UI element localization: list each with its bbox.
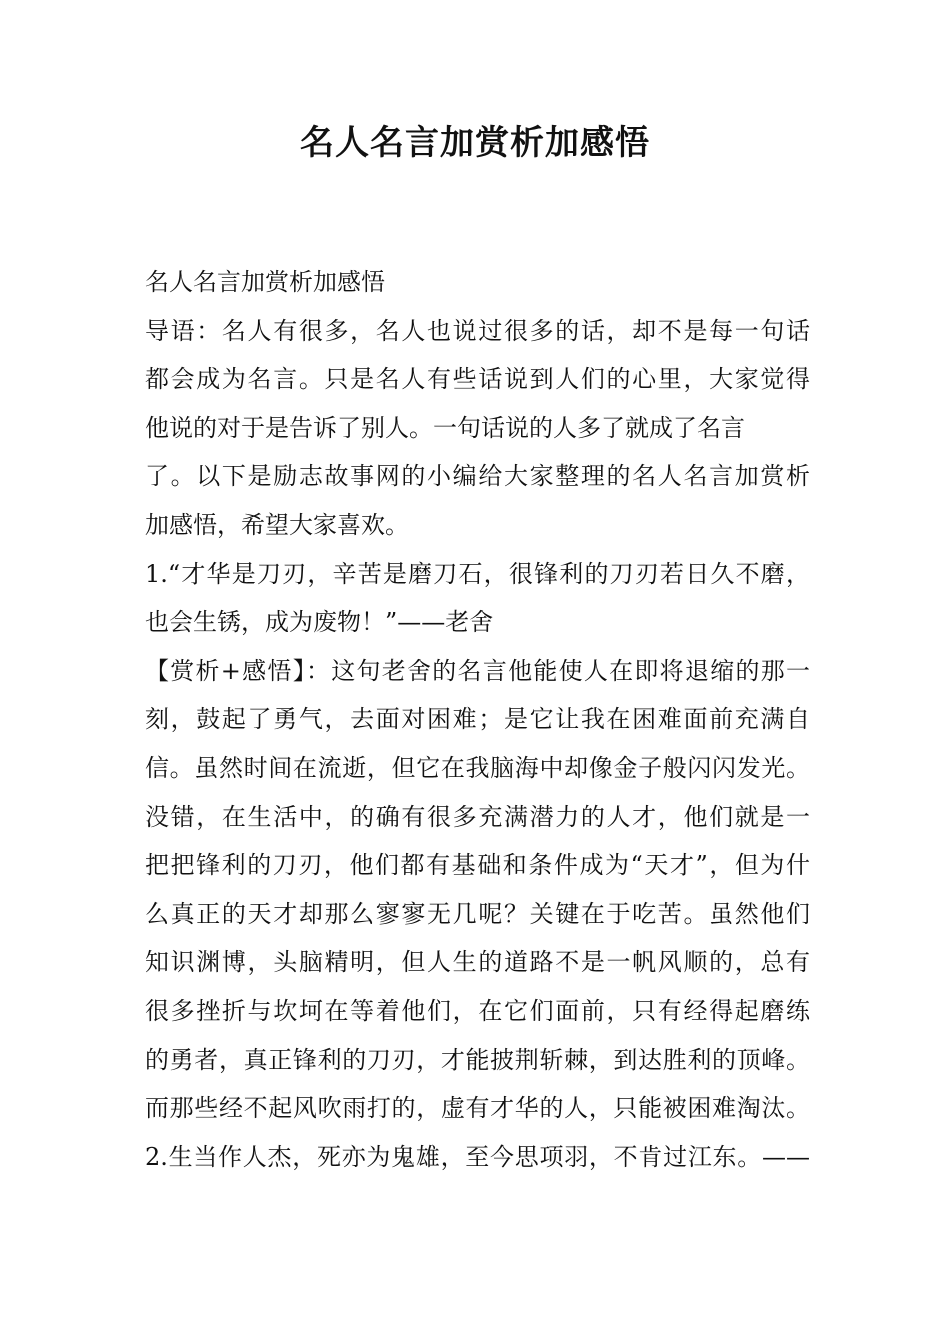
body-line: 么真正的天才却那么寥寥无几呢？关键在于吃苦。虽然他们 <box>145 899 810 928</box>
body-line: 加感悟，希望大家喜欢。 <box>145 510 409 539</box>
body-line: 2.生当作人杰，死亦为鬼雄，至今思项羽，不肯过江东。—— <box>145 1142 810 1171</box>
body-line: 刻，鼓起了勇气，去面对困难；是它让我在困难面前充满自 <box>145 705 810 734</box>
body-line: 1.“才华是刀刃，辛苦是磨刀石，很锋利的刀刃若日久不磨， <box>145 559 810 588</box>
body-line: 都会成为名言。只是名人有些话说到人们的心里，大家觉得 <box>145 365 810 394</box>
body-line: 的勇者，真正锋利的刀刃，才能披荆斩棘，到达胜利的顶峰。 <box>145 1045 810 1074</box>
body-line: 【赏析+感悟】：这句老舍的名言他能使人在即将退缩的那一 <box>145 656 810 685</box>
body-line: 没错，在生活中，的确有很多充满潜力的人才，他们就是一 <box>145 802 810 831</box>
document-title: 名人名言加赏析加感悟 <box>300 123 650 163</box>
body-line: 了。以下是励志故事网的小编给大家整理的名人名言加赏析 <box>145 462 810 491</box>
body-line: 信。虽然时间在流逝，但它在我脑海中却像金子般闪闪发光。 <box>145 753 810 782</box>
body-line: 也会生锈，成为废物！”——老舍 <box>145 608 494 637</box>
body-line: 很多挫折与坎坷在等着他们，在它们面前，只有经得起磨练 <box>145 996 810 1025</box>
body-line: 导语：名人有很多，名人也说过很多的话，却不是每一句话 <box>145 316 810 345</box>
document-body <box>145 258 810 1181</box>
body-line: 而那些经不起风吹雨打的，虚有才华的人，只能被困难淘汰。 <box>145 1094 810 1123</box>
body-line: 知识渊博，头脑精明，但人生的道路不是一帆风顺的，总有 <box>145 948 810 977</box>
body-line: 他说的对于是告诉了别人。一句话说的人多了就成了名言 <box>145 413 745 442</box>
body-line: 把把锋利的刀刃，他们都有基础和条件成为“天才”，但为什 <box>145 851 810 880</box>
body-line: 名人名言加赏析加感悟 <box>145 268 385 296</box>
